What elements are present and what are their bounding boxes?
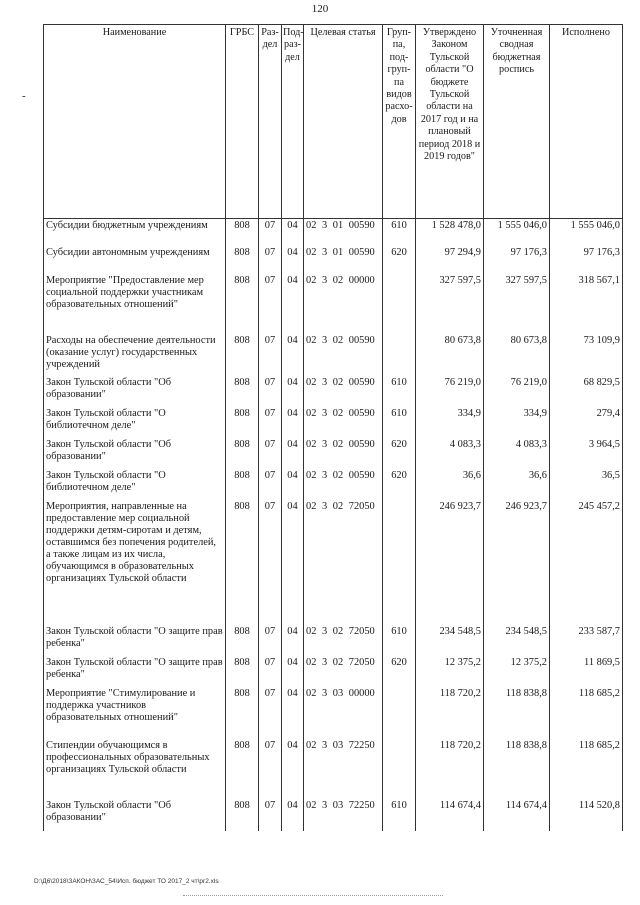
row-name: Закон Тульской области "Об образовании" [44, 439, 226, 470]
row-razdel: 07 [259, 275, 282, 335]
row-executed: 245 457,2 [550, 501, 623, 626]
row-grbs: 808 [226, 377, 259, 408]
col-header-grbs: ГРБС [226, 25, 259, 219]
row-grbs: 808 [226, 275, 259, 335]
row-podrazdel: 04 [282, 740, 304, 800]
table-row [44, 470, 623, 501]
table-row [44, 335, 623, 377]
row-podrazdel: 04 [282, 470, 304, 501]
row-refined: 1 555 046,0 [484, 219, 550, 247]
row-podrazdel: 04 [282, 657, 304, 688]
row-refined: 334,9 [484, 408, 550, 439]
row-razdel: 07 [259, 335, 282, 377]
table-row [44, 657, 623, 688]
table-row [44, 740, 623, 800]
budget-table [43, 24, 623, 831]
col-header-refined: Уточненная сводная бюджетная роспись [484, 25, 550, 219]
row-name: Мероприятие "Стимулирование и поддержка участников образовательных отношений" [44, 688, 226, 740]
row-name: Закон Тульской области "О библиотечном деле" [44, 470, 226, 501]
row-grbs: 808 [226, 501, 259, 626]
row-target-article: 02 3 01 00590 [304, 219, 383, 247]
row-podrazdel: 04 [282, 439, 304, 470]
row-expense-group [383, 740, 416, 800]
row-refined: 12 375,2 [484, 657, 550, 688]
row-name: Мероприятия, направленные на предоставление мер социальной поддержки детям-сиротам и детям, оставшимся без попечения родителей, а также лицам из их числа, обучающимся в образовательных организациях Тульской области [44, 501, 226, 626]
row-expense-group [383, 335, 416, 377]
row-executed: 11 869,5 [550, 657, 623, 688]
row-razdel: 07 [259, 439, 282, 470]
footer-stamp-line [183, 895, 443, 896]
row-podrazdel: 04 [282, 335, 304, 377]
row-grbs: 808 [226, 688, 259, 740]
row-grbs: 808 [226, 657, 259, 688]
row-expense-group: 620 [383, 439, 416, 470]
row-grbs: 808 [226, 335, 259, 377]
row-target-article: 02 3 02 00590 [304, 470, 383, 501]
row-approved: 97 294,9 [416, 247, 484, 275]
row-executed: 279,4 [550, 408, 623, 439]
row-podrazdel: 04 [282, 501, 304, 626]
row-expense-group [383, 501, 416, 626]
row-approved: 327 597,5 [416, 275, 484, 335]
row-target-article: 02 3 01 00590 [304, 247, 383, 275]
row-expense-group: 620 [383, 247, 416, 275]
row-name: Расходы на обеспечение деятельности (оказание услуг) государственных учреждений [44, 335, 226, 377]
row-name: Субсидии автономным учреждениям [44, 247, 226, 275]
row-razdel: 07 [259, 470, 282, 501]
row-approved: 118 720,2 [416, 688, 484, 740]
row-expense-group: 610 [383, 377, 416, 408]
row-razdel: 07 [259, 800, 282, 831]
row-grbs: 808 [226, 439, 259, 470]
table-row [44, 688, 623, 740]
row-razdel: 07 [259, 377, 282, 408]
row-target-article: 02 3 02 00590 [304, 439, 383, 470]
row-approved: 234 548,5 [416, 626, 484, 657]
table-row [44, 439, 623, 470]
col-header-approved: Утверждено Законом Тульской области "О бюджете Тульской области на 2017 год и на плановый период 2018 и 2019 годов" [416, 25, 484, 219]
row-podrazdel: 04 [282, 800, 304, 831]
row-name: Закон Тульской области "Об образовании" [44, 377, 226, 408]
row-target-article: 02 3 02 72050 [304, 626, 383, 657]
table-row [44, 800, 623, 831]
row-executed: 118 685,2 [550, 740, 623, 800]
row-name: Закон Тульской области "О библиотечном деле" [44, 408, 226, 439]
table-row [44, 501, 623, 626]
row-podrazdel: 04 [282, 408, 304, 439]
row-razdel: 07 [259, 657, 282, 688]
row-refined: 97 176,3 [484, 247, 550, 275]
row-refined: 246 923,7 [484, 501, 550, 626]
row-target-article: 02 3 02 00590 [304, 377, 383, 408]
row-grbs: 808 [226, 626, 259, 657]
row-podrazdel: 04 [282, 247, 304, 275]
row-razdel: 07 [259, 626, 282, 657]
table-row [44, 219, 623, 247]
row-approved: 1 528 478,0 [416, 219, 484, 247]
row-target-article: 02 3 02 72050 [304, 657, 383, 688]
col-header-executed: Исполнено [550, 25, 623, 219]
row-executed: 68 829,5 [550, 377, 623, 408]
row-expense-group: 620 [383, 657, 416, 688]
row-name: Закон Тульской области "О защите прав ребенка" [44, 657, 226, 688]
row-approved: 118 720,2 [416, 740, 484, 800]
row-name: Субсидии бюджетным учреждениям [44, 219, 226, 247]
col-header-group: Груп-па, под-груп-па видов расхо-дов [383, 25, 416, 219]
row-razdel: 07 [259, 408, 282, 439]
row-refined: 234 548,5 [484, 626, 550, 657]
row-refined: 36,6 [484, 470, 550, 501]
row-grbs: 808 [226, 470, 259, 501]
row-podrazdel: 04 [282, 219, 304, 247]
row-target-article: 02 3 02 00590 [304, 335, 383, 377]
row-refined: 118 838,8 [484, 688, 550, 740]
row-razdel: 07 [259, 219, 282, 247]
row-approved: 76 219,0 [416, 377, 484, 408]
row-expense-group: 610 [383, 626, 416, 657]
row-target-article: 02 3 03 00000 [304, 688, 383, 740]
col-header-razdel: Раз-дел [259, 25, 282, 219]
table-row [44, 247, 623, 275]
row-executed: 233 587,7 [550, 626, 623, 657]
row-razdel: 07 [259, 501, 282, 626]
row-razdel: 07 [259, 247, 282, 275]
row-razdel: 07 [259, 740, 282, 800]
row-expense-group [383, 688, 416, 740]
row-approved: 36,6 [416, 470, 484, 501]
row-grbs: 808 [226, 408, 259, 439]
row-grbs: 808 [226, 247, 259, 275]
row-podrazdel: 04 [282, 377, 304, 408]
row-target-article: 02 3 03 72250 [304, 800, 383, 831]
row-refined: 4 083,3 [484, 439, 550, 470]
row-grbs: 808 [226, 219, 259, 247]
row-name: Мероприятие "Предоставление мер социальной поддержки участникам образовательных отношений" [44, 275, 226, 335]
row-refined: 76 219,0 [484, 377, 550, 408]
row-expense-group: 610 [383, 408, 416, 439]
row-expense-group: 610 [383, 800, 416, 831]
row-target-article: 02 3 03 72250 [304, 740, 383, 800]
row-podrazdel: 04 [282, 688, 304, 740]
row-approved: 114 674,4 [416, 800, 484, 831]
table-row [44, 275, 623, 335]
table-row [44, 408, 623, 439]
page-number: 120 [311, 3, 329, 15]
row-target-article: 02 3 02 00590 [304, 408, 383, 439]
row-approved: 246 923,7 [416, 501, 484, 626]
row-executed: 318 567,1 [550, 275, 623, 335]
row-expense-group [383, 275, 416, 335]
table-header-row [44, 25, 623, 219]
row-name: Закон Тульской области "О защите прав ребенка" [44, 626, 226, 657]
col-header-podrazdel: Под-раз-дел [282, 25, 304, 219]
row-name: Стипендии обучающимся в профессиональных образовательных организациях Тульской области [44, 740, 226, 800]
row-approved: 334,9 [416, 408, 484, 439]
row-executed: 114 520,8 [550, 800, 623, 831]
row-executed: 1 555 046,0 [550, 219, 623, 247]
row-target-article: 02 3 02 72050 [304, 501, 383, 626]
row-refined: 80 673,8 [484, 335, 550, 377]
row-target-article: 02 3 02 00000 [304, 275, 383, 335]
row-executed: 97 176,3 [550, 247, 623, 275]
row-approved: 80 673,8 [416, 335, 484, 377]
col-header-name: Наименование [44, 25, 226, 219]
margin-mark: - [22, 90, 26, 102]
row-expense-group: 610 [383, 219, 416, 247]
row-refined: 118 838,8 [484, 740, 550, 800]
row-refined: 114 674,4 [484, 800, 550, 831]
row-executed: 73 109,9 [550, 335, 623, 377]
row-executed: 36,5 [550, 470, 623, 501]
row-approved: 4 083,3 [416, 439, 484, 470]
row-podrazdel: 04 [282, 626, 304, 657]
table-row [44, 377, 623, 408]
row-executed: 3 964,5 [550, 439, 623, 470]
row-name: Закон Тульской области "Об образовании" [44, 800, 226, 831]
row-razdel: 07 [259, 688, 282, 740]
row-approved: 12 375,2 [416, 657, 484, 688]
file-path-footer: D:\Д6\2018\ЗАКОН\ЗАС_54\Исп. бюджет ТО 2017_2 чт\pr2.xls [34, 878, 219, 885]
table-row [44, 626, 623, 657]
row-grbs: 808 [226, 740, 259, 800]
table-body [44, 219, 623, 831]
row-podrazdel: 04 [282, 275, 304, 335]
col-header-target: Целевая статья [304, 25, 383, 219]
row-grbs: 808 [226, 800, 259, 831]
row-refined: 327 597,5 [484, 275, 550, 335]
row-executed: 118 685,2 [550, 688, 623, 740]
row-expense-group: 620 [383, 470, 416, 501]
